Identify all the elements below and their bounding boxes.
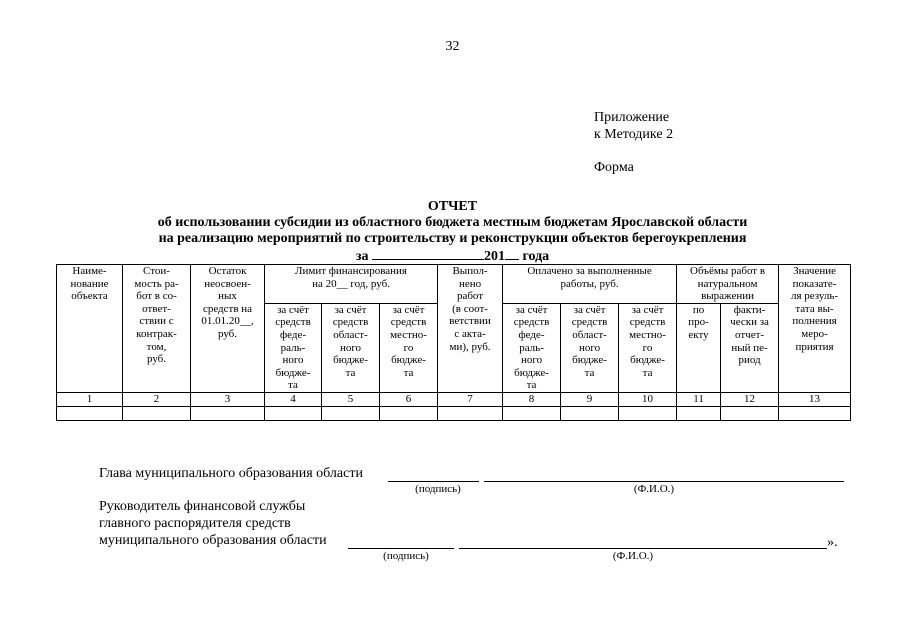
report-heading: ОТЧЕТ (427, 199, 478, 214)
column-number-4: 4 (265, 392, 322, 406)
table-cell[interactable] (438, 406, 503, 420)
period-blank (372, 247, 484, 260)
table-cell[interactable] (619, 406, 677, 420)
column-number-2: 2 (123, 392, 191, 406)
period-suffix: года (522, 249, 550, 264)
appendix-line-2: к Методике 2 (594, 127, 674, 142)
head-name-caption: (Ф.И.О.) (633, 483, 675, 495)
finance-name-line[interactable] (459, 548, 827, 549)
header-completed-works: Выпол- нено работ (в соот- ветствии с акта- ми), руб. (438, 265, 503, 393)
column-number-9: 9 (561, 392, 619, 406)
table-cell[interactable] (265, 406, 322, 420)
column-number-row (57, 392, 851, 406)
header-work-volumes: Объёмы работ в натуральном выражении (677, 265, 779, 304)
header-limit-federal: за счёт средств феде- раль- ного бюдже- та (265, 303, 322, 392)
column-number-6: 6 (380, 392, 438, 406)
head-signature-line[interactable] (388, 481, 479, 482)
header-financing-limit: Лимит финансирования на 20__ год, руб. (265, 265, 438, 304)
table-cell[interactable] (380, 406, 438, 420)
period-prefix: за (355, 249, 369, 264)
header-limit-regional: за счёт средств област- ного бюдже- та (322, 303, 380, 392)
column-number-11: 11 (677, 392, 721, 406)
table-cell[interactable] (677, 406, 721, 420)
report-subtitle-line-1: об использовании субсидии из областного бюджета местным бюджетам Ярославской области (157, 215, 748, 230)
table-cell[interactable] (57, 406, 123, 420)
year-blank (505, 247, 519, 260)
table-cell[interactable] (191, 406, 265, 420)
report-period-line (0, 247, 905, 265)
head-signature-label: Глава муниципального образования области (99, 466, 363, 481)
appendix-note (594, 109, 673, 143)
page-number: 32 (445, 39, 460, 54)
head-name-line[interactable] (484, 481, 844, 482)
table-row (57, 406, 851, 420)
header-volume-plan: по про- екту (677, 303, 721, 392)
report-subtitle-line-2: на реализацию мероприятий по строительству и реконструкции объектов берегоукрепления (158, 231, 747, 246)
table-cell[interactable] (779, 406, 851, 420)
period-year: 201 (483, 249, 505, 264)
header-paid-regional: за счёт средств област- ного бюдже- та (561, 303, 619, 392)
column-number-3: 3 (191, 392, 265, 406)
header-unspent-balance: Остаток неосвоен- ных средств на 01.01.20__, руб. (191, 265, 265, 393)
header-result-indicator: Значение показате- ля резуль- тата вы- полнения меро- приятия (779, 265, 851, 393)
header-paid-federal: за счёт средств феде- раль- ного бюдже- та (503, 303, 561, 392)
finance-signature-line[interactable] (348, 548, 454, 549)
head-sign-caption: (подпись) (415, 483, 461, 495)
header-work-cost: Стои- мость ра- бот в со- ответ- ствии с контрак- том, руб. (123, 265, 191, 393)
finance-label (99, 498, 327, 549)
header-limit-local: за счёт средств местно- го бюдже- та (380, 303, 438, 392)
column-number-8: 8 (503, 392, 561, 406)
finance-closing-mark: ». (827, 535, 838, 550)
finance-label-line-2: главного распорядителя средств (99, 516, 291, 531)
column-number-13: 13 (779, 392, 851, 406)
table-cell[interactable] (123, 406, 191, 420)
table-cell[interactable] (561, 406, 619, 420)
table-cell[interactable] (322, 406, 380, 420)
column-number-12: 12 (721, 392, 779, 406)
column-number-7: 7 (438, 392, 503, 406)
column-number-5: 5 (322, 392, 380, 406)
finance-label-line-3: муниципального образования области (99, 533, 327, 548)
report-table (56, 264, 851, 421)
table-cell[interactable] (721, 406, 779, 420)
appendix-line-1: Приложение (594, 110, 670, 125)
form-label: Форма (594, 160, 634, 175)
column-number-1: 1 (57, 392, 123, 406)
finance-sign-caption: (подпись) (383, 550, 429, 562)
header-paid-local: за счёт средств местно- го бюдже- та (619, 303, 677, 392)
header-paid-works: Оплачено за выполненные работы, руб. (503, 265, 677, 304)
finance-label-line-1: Руководитель финансовой службы (99, 499, 306, 514)
header-row-1 (57, 265, 851, 304)
header-object-name: Наиме- нование объекта (57, 265, 123, 393)
report-title (0, 199, 905, 265)
finance-name-caption: (Ф.И.О.) (612, 550, 654, 562)
table-cell[interactable] (503, 406, 561, 420)
header-volume-actual: факти- чески за отчет- ный пе- риод (721, 303, 779, 392)
column-number-10: 10 (619, 392, 677, 406)
